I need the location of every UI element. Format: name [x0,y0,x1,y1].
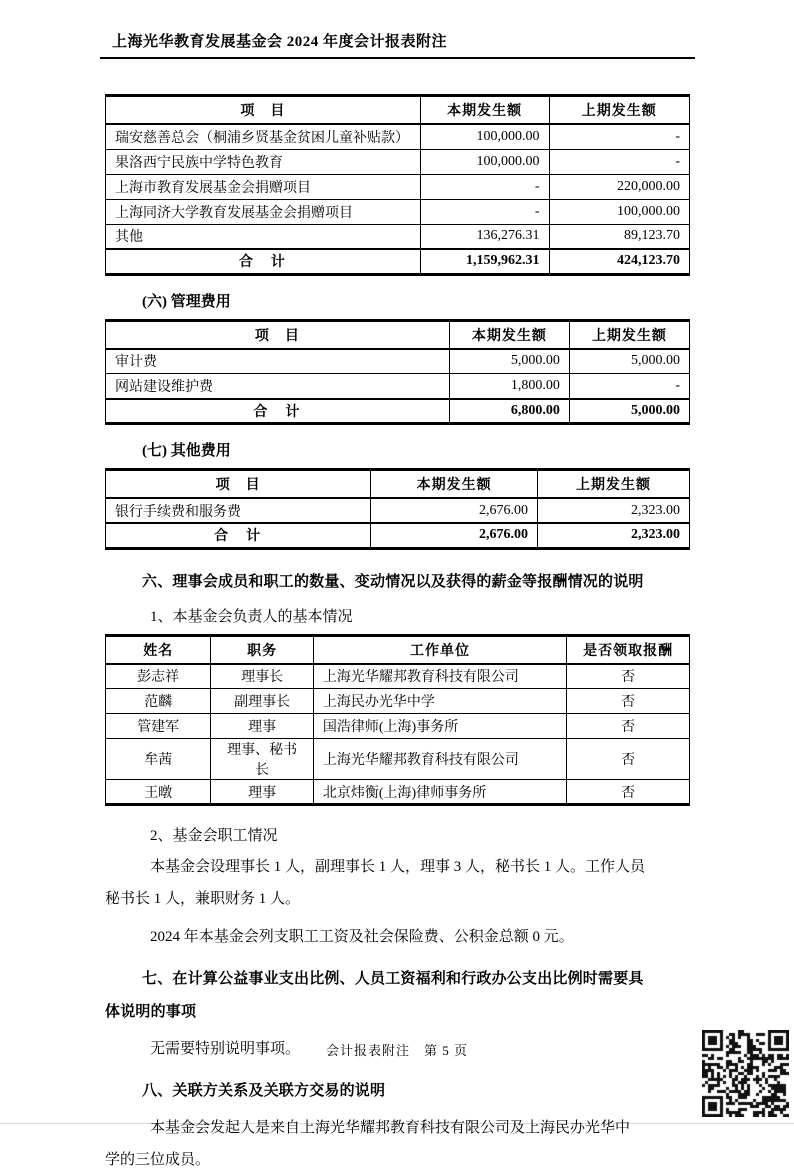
cell-item: 果洛西宁民族中学特色教育 [106,149,421,174]
cell-total-current: 2,676.00 [371,523,538,548]
col-header-item: 项 目 [106,96,421,125]
staff-paragraph-line2: 秘书长 1 人，兼职财务 1 人。 [105,891,301,907]
page-footer: 会计报表附注 第 5 页 [325,1043,468,1058]
cell-prior: - [569,374,689,399]
cell-total-label: 合 计 [106,249,421,274]
table-header-row [106,96,690,125]
section-heading-other-expense: (七) 其他费用 [142,443,231,459]
cell-current: 1,800.00 [449,374,569,399]
subsection-principals: 1、本基金会负责人的基本情况 [150,608,353,625]
table-row [106,498,690,523]
other-expense-table [105,468,690,550]
cell-current: 100,000.00 [420,149,549,174]
table-row [106,174,690,199]
cell-name: 管建军 [106,714,211,739]
col-header-prior: 上期发生额 [549,96,689,125]
subsection-staff: 2、基金会职工情况 [150,828,278,844]
col-header-name: 姓名 [106,635,211,664]
cell-total-label: 合 计 [106,523,371,548]
col-header-current: 本期发生额 [371,470,538,499]
col-header-current: 本期发生额 [420,96,549,125]
cell-total-prior: 2,323.00 [537,523,689,548]
cell-prior: 100,000.00 [549,199,689,224]
cell-current: 100,000.00 [420,124,549,149]
cell-position: 副理事长 [211,689,313,714]
cell-item: 瑞安慈善总会（桐浦乡贤基金贫困儿童补贴款） [106,124,421,149]
cell-total-current: 1,159,962.31 [420,249,549,274]
section-heading-board-members: 六、理事会成员和职工的数量、变动情况以及获得的薪金等报酬情况的说明 [142,573,644,590]
table-row [106,664,690,689]
cell-position: 理事、秘书长 [211,739,313,780]
cell-item: 上海市教育发展基金会捐赠项目 [106,174,421,199]
related-party-line1: 本基金会发起人是来自上海光华耀邦教育科技有限公司及上海民办光华中 [150,1120,631,1136]
cell-item: 银行手续费和服务费 [106,498,371,523]
cell-prior: 89,123.70 [549,224,689,249]
section-heading-related-party: 八、关联方关系及关联方交易的说明 [142,1083,386,1099]
col-header-paid: 是否领取报酬 [567,635,690,664]
cell-item: 审计费 [106,349,450,374]
cell-name: 范麟 [106,689,211,714]
table-total-row [106,249,690,274]
section-heading-admin-expense: (六) 管理费用 [142,293,231,310]
cell-employer: 国浩律师(上海)事务所 [313,714,566,739]
table-total-row [106,523,690,548]
cell-paid: 否 [567,780,690,805]
salary-paragraph: 2024 年本基金会列支职工工资及社会保险费、公积金总额 0 元。 [150,929,574,945]
table-total-row [106,399,690,424]
cell-item: 网站建设维护费 [106,374,450,399]
cell-current: - [420,174,549,199]
cell-paid: 否 [567,689,690,714]
cell-prior: 5,000.00 [569,349,689,374]
col-header-employer: 工作单位 [313,635,566,664]
section-heading-ratio-line2: 体说明的事项 [105,1004,197,1020]
qr-code [702,1030,789,1117]
cell-prior: 220,000.00 [549,174,689,199]
cell-paid: 否 [567,714,690,739]
cell-prior: - [549,124,689,149]
table-header-row [106,635,690,664]
table-row [106,349,690,374]
table-row [106,689,690,714]
related-party-line2: 学的三位成员。 [105,1152,211,1168]
admin-expense-table [105,319,690,426]
ratio-body: 无需要特别说明事项。 [150,1041,301,1057]
table-header-row [106,470,690,499]
col-header-current: 本期发生额 [449,320,569,349]
cell-current: 136,276.31 [420,224,549,249]
table-row [106,714,690,739]
cell-name: 王暾 [106,780,211,805]
section-heading-ratio-line1: 七、在计算公益事业支出比例、人员工资福利和行政办公支出比例时需要具 [142,971,644,987]
cell-name: 彭志祥 [106,664,211,689]
cell-total-prior: 5,000.00 [569,399,689,424]
cell-paid: 否 [567,739,690,780]
cell-prior: - [549,149,689,174]
cell-total-current: 6,800.00 [449,399,569,424]
staff-paragraph-line1: 本基金会设理事长 1 人，副理事长 1 人，理事 3 人，秘书长 1 人。工作人员 [150,859,646,875]
cell-item: 上海同济大学教育发展基金会捐赠项目 [106,199,421,224]
table-row [106,224,690,249]
col-header-position: 职务 [211,635,313,664]
cell-employer: 上海光华耀邦教育科技有限公司 [313,739,566,780]
col-header-item: 项 目 [106,470,371,499]
table-row [106,199,690,224]
col-header-prior: 上期发生额 [569,320,689,349]
page-title: 上海光华教育发展基金会 2024 年度会计报表附注 [100,30,695,59]
cell-current: - [420,199,549,224]
cell-item: 其他 [106,224,421,249]
cell-prior: 2,323.00 [537,498,689,523]
table-row [106,739,690,780]
table-row [106,149,690,174]
col-header-prior: 上期发生额 [537,470,689,499]
cell-current: 5,000.00 [449,349,569,374]
donation-expense-table [105,94,690,276]
table-row [106,780,690,805]
table-header-row [106,320,690,349]
cell-current: 2,676.00 [371,498,538,523]
cell-name: 牟茜 [106,739,211,780]
cell-paid: 否 [567,664,690,689]
cell-employer: 北京炜衡(上海)律师事务所 [313,780,566,805]
table-row [106,374,690,399]
col-header-item: 项 目 [106,320,450,349]
cell-employer: 上海民办光华中学 [313,689,566,714]
cell-employer: 上海光华耀邦教育科技有限公司 [313,664,566,689]
cell-position: 理事长 [211,664,313,689]
cell-position: 理事 [211,780,313,805]
cell-total-label: 合 计 [106,399,450,424]
table-row [106,124,690,149]
cell-position: 理事 [211,714,313,739]
cell-total-prior: 424,123.70 [549,249,689,274]
board-members-table [105,634,690,807]
